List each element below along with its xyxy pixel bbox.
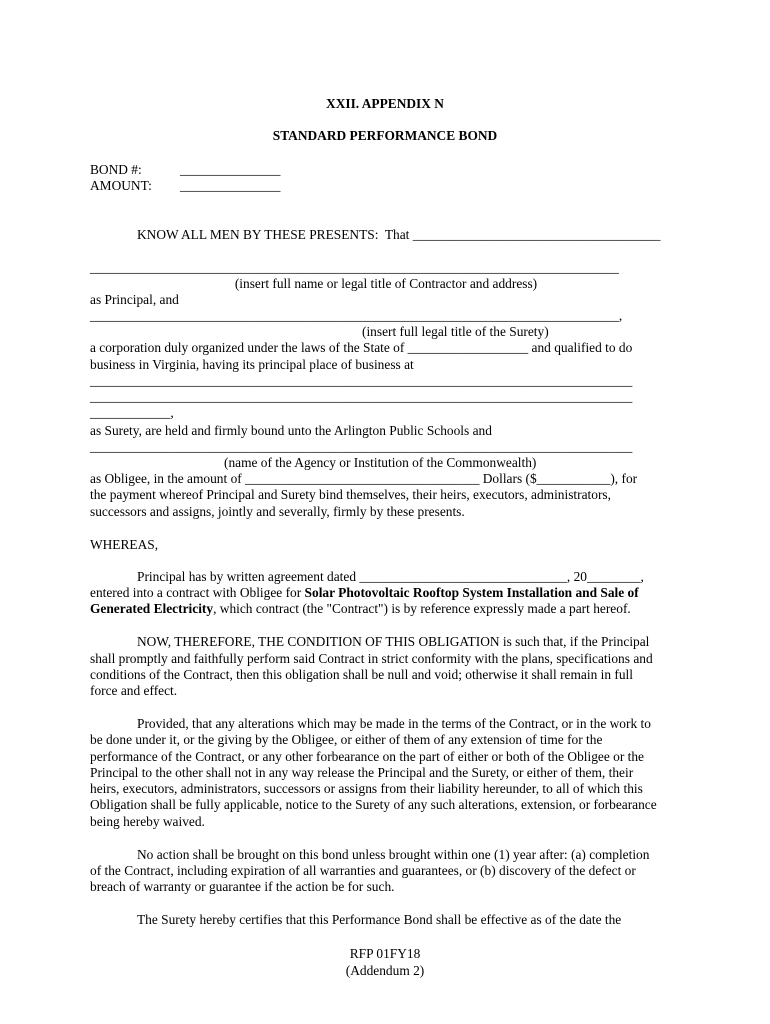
document-title: STANDARD PERFORMANCE BOND — [272, 128, 498, 143]
agency-caption: (name of the Agency or Institution of the Commonwealth) — [224, 455, 537, 470]
surety-certification-line: The Surety hereby certifies that this Performance Bond shall be effective as of the date the — [137, 912, 622, 927]
business-line: business in Virginia, having its principal place of business at — [90, 357, 414, 372]
address-blank-line-1: _________________________________________________________________________________ — [90, 373, 633, 388]
successors-line: successors and assigns, jointly and severally, firmly by these presents. — [90, 504, 465, 519]
provided-line-7: being hereby waived. — [90, 814, 205, 829]
condition-line-1: NOW, THEREFORE, THE CONDITION OF THIS OBLIGATION is such that, if the Principal — [137, 634, 650, 649]
amount-blank: _______________ — [180, 178, 281, 193]
agreement-text: entered into a contract with Obligee for — [90, 585, 305, 600]
contract-reference-text: , which contract (the "Contract") is by reference expressly made a part hereof. — [213, 601, 631, 616]
bond-number-blank: _______________ — [180, 162, 281, 177]
provided-line-3: performance of the Contract, or any other forbearance on the part of either or both of the Obligee or the — [90, 749, 644, 764]
provided-line-1: Provided, that any alterations which may be made in the terms of the Contract, or in the work to — [137, 716, 651, 731]
surety-caption: (insert full legal title of the Surety) — [362, 324, 549, 339]
whereas-heading: WHEREAS, — [90, 537, 159, 552]
obligee-blank-line: _________________________________________________________________________________ — [90, 439, 633, 454]
principal-caption: (insert full name or legal title of Contractor and address) — [234, 276, 538, 291]
condition-line-3: conditions of the Contract, then this obligation shall be null and void; otherwise it shall remain in full — [90, 667, 633, 682]
footer-rfp: RFP 01FY18 — [349, 946, 421, 961]
as-surety-line: as Surety, are held and firmly bound unto the Arlington Public Schools and — [90, 423, 492, 438]
bond-number-label: BOND #: — [90, 162, 142, 177]
project-title-part-1: Solar Photovoltaic Rooftop System Installation and Sale of — [304, 585, 639, 600]
condition-line-2: shall promptly and faithfully perform said Contract in strict conformity with the plans, specifications and — [90, 651, 653, 666]
project-title-part-2: Generated Electricity — [90, 601, 214, 616]
provided-line-6: Obligation shall be fully applicable, notice to the Surety of any such alterations, extension, or forbearance — [90, 797, 657, 812]
as-principal-text: as Principal, and — [90, 292, 179, 307]
agreement-line-2 — [90, 585, 639, 601]
obligee-amount-line: as Obligee, in the amount of ___________________________________ Dollars ($___________), for — [90, 471, 638, 486]
agreement-line-1: Principal has by written agreement dated _______________________________, 20________, — [137, 569, 644, 584]
principal-blank-line: _______________________________________________________________________________ — [90, 260, 619, 275]
provided-line-2: be done under it, or the giving by the Obligee, or either of them of any extension of time for the — [90, 732, 603, 747]
address-blank-line-2: _________________________________________________________________________________ — [90, 389, 633, 404]
no-action-line-3: breach of warranty or guarantee if the action be for such. — [90, 879, 395, 894]
payment-line: the payment whereof Principal and Surety bind themselves, their heirs, executors, administrators, — [90, 487, 611, 502]
condition-line-4: force and effect. — [90, 683, 178, 698]
no-action-line-2: of the Contract, including expiration of all warranties and guarantees, or (b) discovery of the defect or — [90, 863, 636, 878]
provided-line-5: heirs, executors, administrators, successors or assigns from their liability hereunder, to all of which this — [90, 781, 643, 796]
appendix-heading: XXII. APPENDIX N — [326, 96, 444, 111]
amount-label: AMOUNT: — [90, 178, 152, 193]
address-blank-line-3: ____________, — [90, 405, 174, 420]
footer-addendum: (Addendum 2) — [345, 963, 425, 978]
know-all-men-line: KNOW ALL MEN BY THESE PRESENTS: That _____________________________________ — [137, 227, 661, 242]
no-action-line-1: No action shall be brought on this bond unless brought within one (1) year after: (a) completion — [137, 847, 650, 862]
provided-line-4: Principal to the other shall not in any way release the Principal and the Surety, or either of them, their — [90, 765, 634, 780]
corporation-line: a corporation duly organized under the laws of the State of __________________ and qualified to do — [90, 340, 633, 355]
surety-blank-line: _______________________________________________________________________________, — [90, 308, 623, 323]
agreement-line-3 — [90, 601, 631, 617]
